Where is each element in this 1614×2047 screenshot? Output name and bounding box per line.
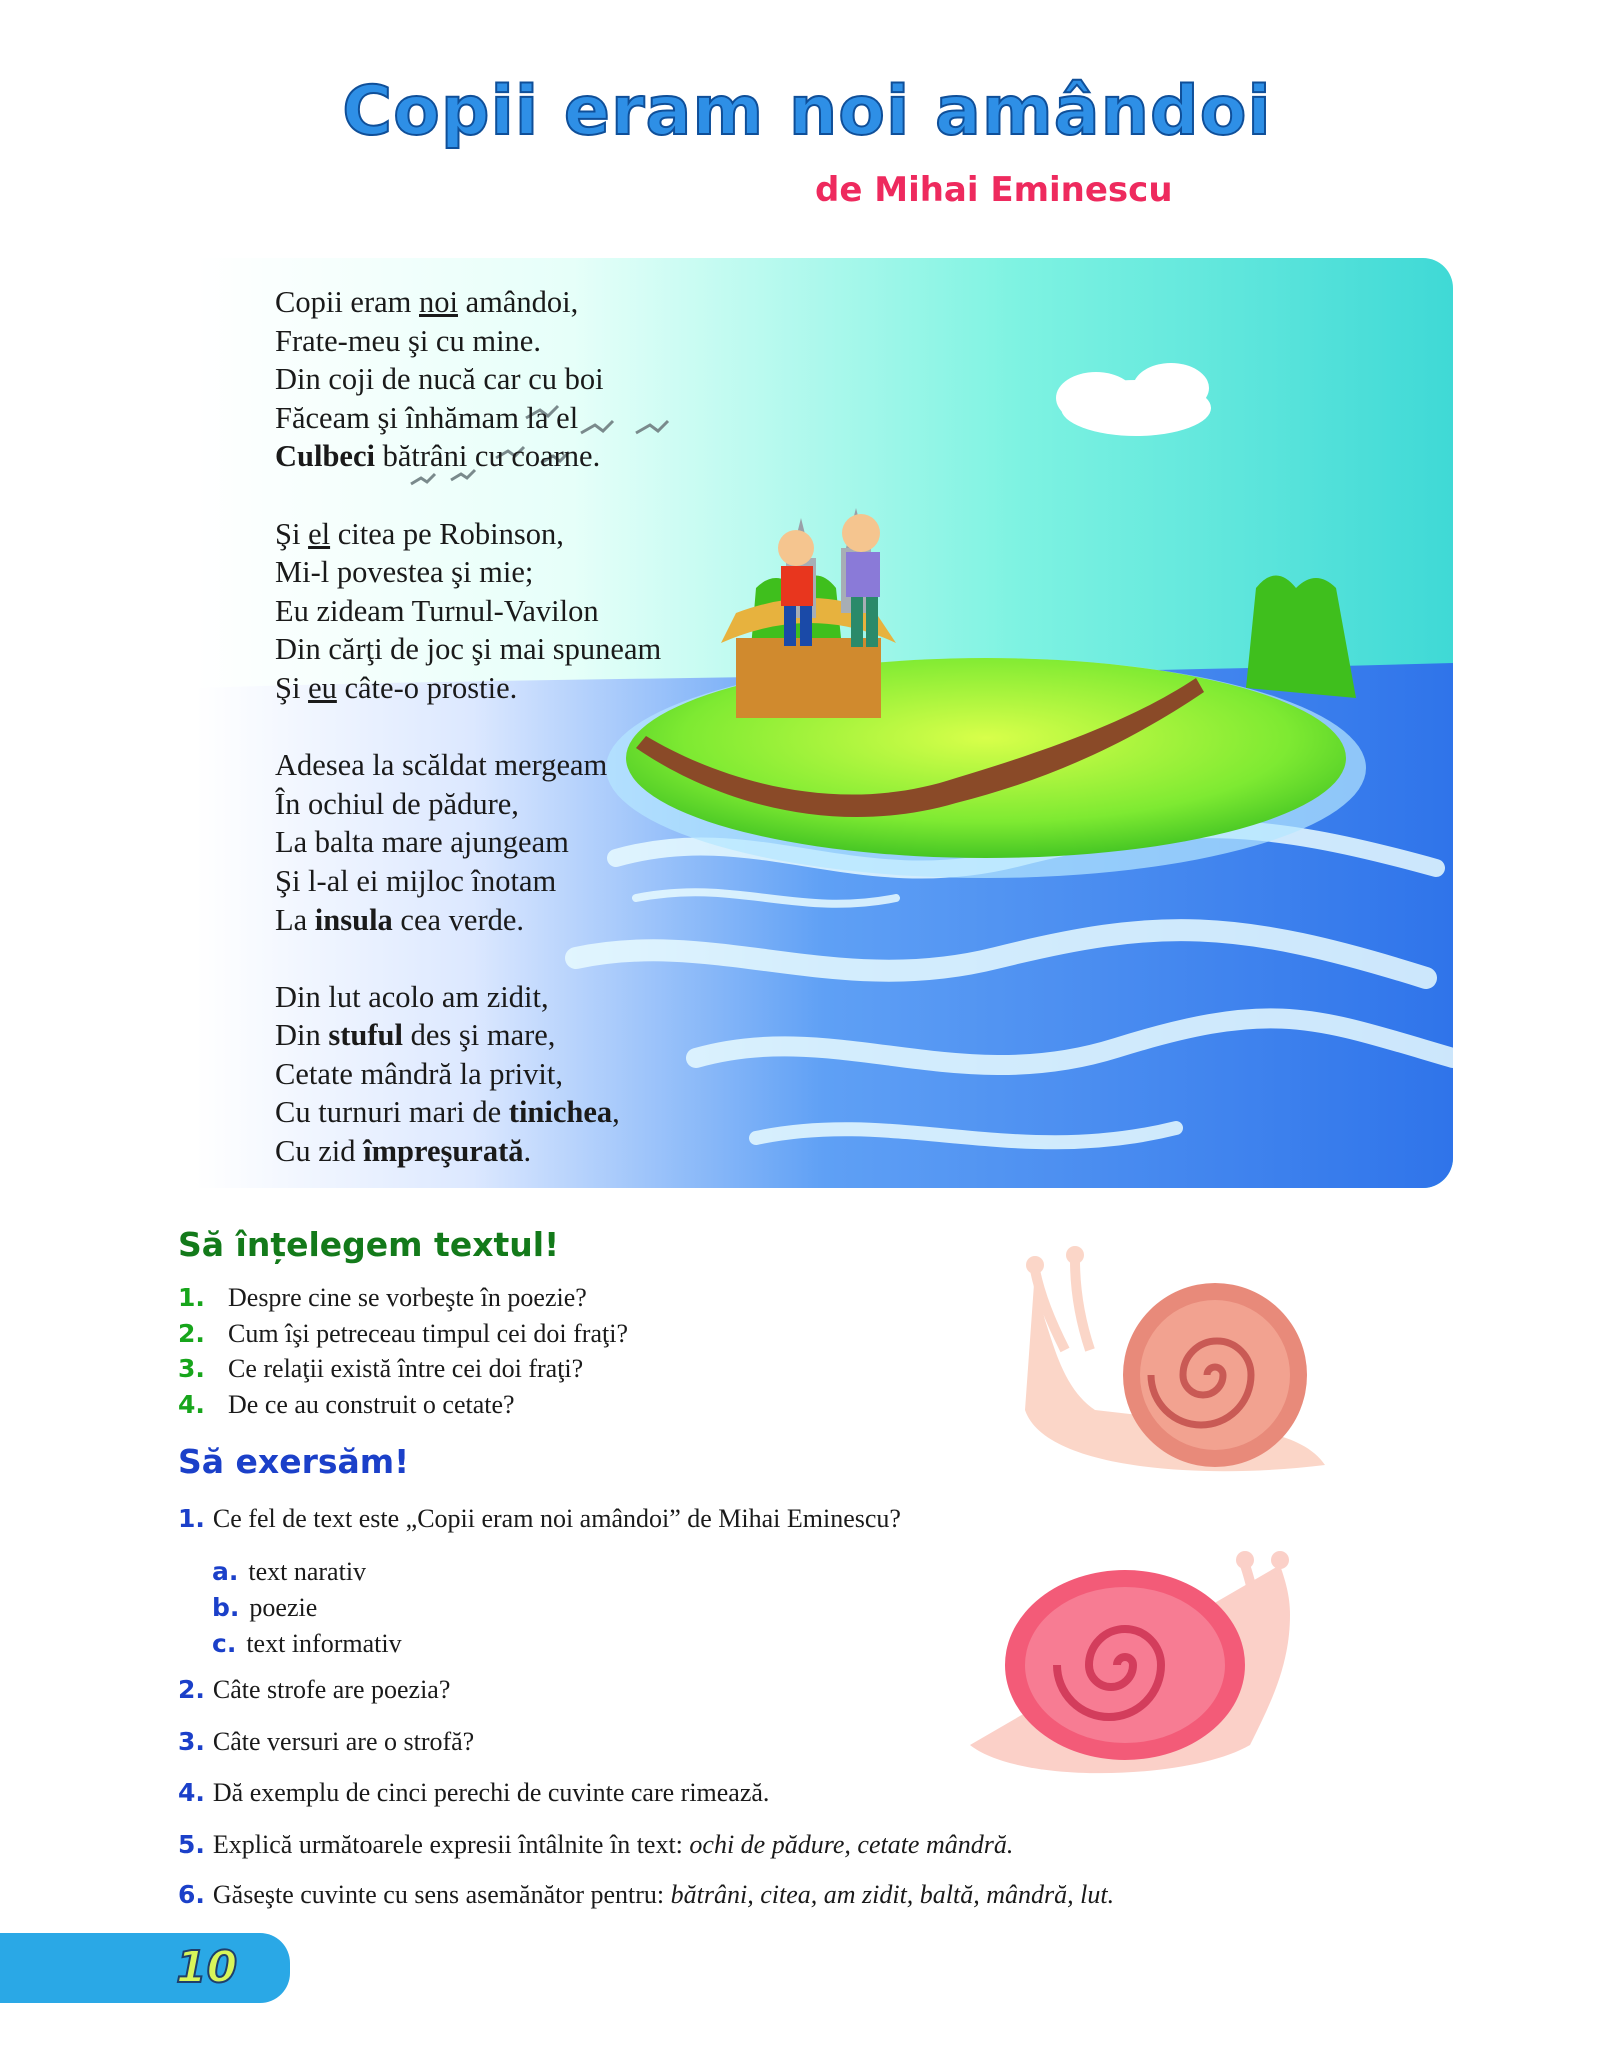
list-item bbox=[178, 1354, 628, 1390]
exercise-item: 5. Explică următoarele expresii întâlnite în text: ochi de pădure, cetate mândră. bbox=[178, 1830, 1014, 1859]
poem-author: de Mihai Eminescu bbox=[815, 170, 1173, 210]
exercise-item: 3. Câte versuri are o strofă? bbox=[178, 1727, 475, 1756]
snail-illustration bbox=[960, 1545, 1345, 1785]
exercise-item: 2. Câte strofe are poezia? bbox=[178, 1675, 451, 1704]
poem-line: La insula cea verde. bbox=[275, 902, 525, 937]
poem-line: Din coji de nucă car cu boi bbox=[275, 362, 604, 397]
item-text: Cum îşi petreceau timpul cei doi fraţi? bbox=[228, 1318, 628, 1348]
item-text: Despre cine se vorbeşte în poezie? bbox=[228, 1283, 587, 1312]
poem-line: Din cărţi de joc şi mai spuneam bbox=[275, 632, 662, 667]
page-number: 10 bbox=[176, 1942, 238, 1993]
item-text: De ce au construit o cetate? bbox=[228, 1389, 515, 1419]
poem-line: La balta mare ajungeam bbox=[275, 825, 569, 860]
item-number: 4. bbox=[178, 1389, 205, 1419]
exercise-item: 6. Găseşte cuvinte cu sens asemănător pentru: bătrâni, citea, am zidit, baltă, mândră, lut. bbox=[178, 1880, 1115, 1909]
section-heading-exercise: Să exersăm! bbox=[178, 1442, 410, 1481]
poem-line: Făceam şi înhămam la el bbox=[275, 400, 579, 435]
list-item bbox=[178, 1319, 628, 1355]
poem-line: Cu zid împreşurată. bbox=[275, 1134, 532, 1169]
poem-stanza bbox=[275, 978, 661, 1171]
section-heading-understand: Să înțelegem textul! bbox=[178, 1225, 560, 1264]
list-item bbox=[178, 1390, 628, 1426]
poem-text bbox=[275, 283, 661, 1209]
poem-line: Şi l-al ei mijloc înotam bbox=[275, 863, 557, 898]
exercise-item: 4. Dă exemplu de cinci perechi de cuvinte care rimează. bbox=[178, 1778, 770, 1807]
page-number-tab bbox=[0, 1933, 290, 2003]
poem-line: Adesea la scăldat mergeam bbox=[275, 748, 608, 783]
poem-line: Din stuful des şi mare, bbox=[275, 1018, 556, 1053]
poem-line: În ochiul de pădure, bbox=[275, 786, 519, 821]
page-title: Copii eram noi amândoi bbox=[342, 72, 1272, 151]
item-number: 1. bbox=[178, 1283, 205, 1312]
item-number: 3. bbox=[178, 1354, 205, 1383]
poem-line: Frate-meu şi cu mine. bbox=[275, 323, 541, 358]
answer-option: c. text informativ bbox=[212, 1629, 402, 1658]
poem-stanza bbox=[275, 746, 661, 939]
exercise-item: 1. Ce fel de text este „Copii eram noi amândoi” de Mihai Eminescu? bbox=[178, 1504, 901, 1533]
poem-line: Din lut acolo am zidit, bbox=[275, 979, 549, 1014]
poem-line: Eu zideam Turnul-Vavilon bbox=[275, 593, 599, 628]
poem-stanza bbox=[275, 515, 661, 708]
snail-illustration bbox=[1005, 1240, 1340, 1480]
poem-line: Cu turnuri mari de tinichea, bbox=[275, 1095, 620, 1130]
item-text: Ce relaţii există între cei doi fraţi? bbox=[228, 1354, 584, 1383]
answer-option: b. poezie bbox=[212, 1593, 318, 1622]
poem-line: Copii eram noi amândoi, bbox=[275, 285, 579, 319]
answer-option: a. text narativ bbox=[212, 1557, 367, 1586]
list-item bbox=[178, 1283, 628, 1319]
poem-line: Culbeci bătrâni cu coarne. bbox=[275, 439, 601, 474]
poem-stanza bbox=[275, 283, 661, 476]
item-number: 2. bbox=[178, 1318, 205, 1348]
question-list bbox=[178, 1283, 628, 1425]
poem-line: Şi eu câte-o prostie. bbox=[275, 670, 518, 705]
poem-line: Şi el citea pe Robinson, bbox=[275, 516, 564, 551]
poem-line: Cetate mândră la privit, bbox=[275, 1056, 563, 1091]
poem-line: Mi-l povestea şi mie; bbox=[275, 555, 534, 590]
